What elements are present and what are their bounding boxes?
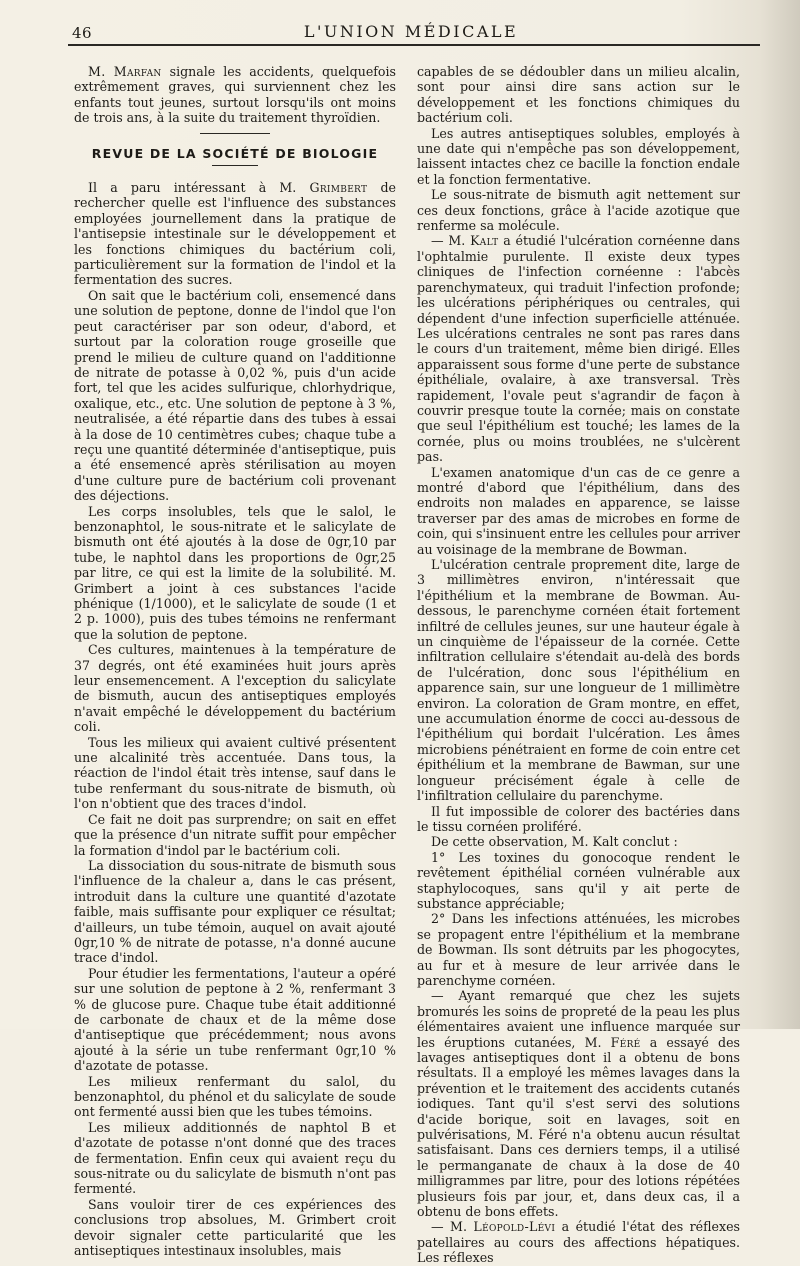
paragraph: De cette observation, M. Kalt conclut : bbox=[431, 834, 678, 850]
paragraph: 2° Dans les infections atténuées, les microbes se propagent entre l'épithélium et la membrane de Bowman. Ils sont détruits par les phogocytes, au fur et à mesure de leur arrivée dans le parenchyme cornéen. bbox=[417, 911, 740, 988]
paragraph: On sait que le bactérium coli, ensemencé dans une solution de peptone, donne de l'indol que l'on peut caractériser par son odeur, d'abord, et surtout par la coloration rouge groseille que prend le milieu de culture quand on l'additionne de nitrate de potasse à 0,02 %, puis d'un acide fort, tel que les acides sulfurique, chlorhydrique, oxalique, etc., etc. Une solution de peptone à 3 %, neutralisée, a été répartie dans des tubes à essai à la dose de 10 centimètres cubes; chaque tube a reçu une quantité déterminée d'antiseptique, puis a été ensemencé après stérilisation au moyen d'une culture pure de bactérium coli provenant des déjections. bbox=[74, 287, 396, 504]
journal-title: L'UNION MÉDICALE bbox=[303, 22, 519, 41]
paragraph-text: — M. bbox=[431, 1219, 474, 1235]
paragraph-text: — Ayant remarqué que chez les sujets bromurés les soins de propreté de la peau les plus élémentaires avaient une influence marquée sur les éruptions cutanées, M. bbox=[417, 988, 740, 1050]
paragraph: Les autres antiseptiques solubles, employés à une date qui n'empêche pas son développement, laissent intactes chez ce bacille la fonction endale et la fonction fermentative. bbox=[417, 125, 740, 187]
author-name: Kalt bbox=[470, 233, 499, 249]
paragraph: L'ulcération centrale proprement dite, large de 3 millimètres environ, n'intéressait que l'épithélium et la membrane de Bowman. Au-dessous, le parenchyme cornéen était fortement infiltré de cellules jeunes, sur une hauteur égale à un cinquième de l'épaisseur de la cornée. Cette infiltration cellulaire s'étendait au-delà des bords de l'ulcération, donc sous l'épithélium en apparence sain, sur une longueur de 1 millimètre environ. La coloration de Gram montre, en effet, une accumulation énorme de cocci au-dessous de l'épithélium qui bordait l'ulcération. Les âmes microbiens pénétraient en forme de coin entre cet épithélium et la membrane de Bawman, sur une longueur précisément égale à celle de l'infiltration cellulaire du parenchyme. bbox=[417, 557, 740, 804]
paragraph-text: a étudié l'ulcération cornéenne dans l'ophtalmie purulente. Il existe deux types cliniques de l'infection cornéenne : l'abcès parenchymateux, qui traduit l'infection profonde; les ulcérations périphériques ou centrales, qui dépendent d'une infection superficielle atténuée. Les ulcérations centrales ne sont pas rares dans le cours d'un traitement, même bien dirigé. Elles apparaissent sous forme d'une perte de substance épithéliale, ovalaire, à axe transversal. Très rapidement, l'ovale peut s'agrandir de façon à couvrir presque toute la cornée; mais on constate que seul l'épithélium est touché; les lames de la cornée, plus ou moins troublées, ne s'ulcèrent pas. bbox=[417, 233, 740, 465]
paragraph-text: — M. bbox=[431, 233, 471, 249]
paragraph: 1° Les toxines du gonocoque rendent le revêtement épithélial cornéen vulnérable aux staphylocoques, sans qu'il y ait perte de substance appréciable; bbox=[417, 849, 740, 911]
separator-rule bbox=[200, 133, 270, 134]
paragraph-grimbert bbox=[74, 180, 396, 288]
paragraph: Sans vouloir tirer de ces expériences des conclusions trop absolues, M. Grimbert croit devoir signaler cette particularité que les antiseptiques intestinaux insolubles, mais bbox=[74, 1196, 396, 1259]
paragraph-kalt bbox=[417, 233, 740, 464]
paragraph: L'examen anatomique d'un cas de ce genre a montré d'abord que l'épithélium, dans des endroits non malades en apparence, se laisse traverser par des amas de microbes en forme de coin, qui s'insinuent entre les cellules pour arriver au voisinage de la membrane de Bowman. bbox=[417, 464, 740, 557]
paragraph-text: a étudié l'état des réflexes patellaires au cours des affections hépatiques. Les réflexes bbox=[417, 1219, 741, 1266]
paragraph: Ce fait ne doit pas surprendre; on sait en effet que la présence d'un nitrate suffit pour empêcher la formation d'indol par le bactérium coli. bbox=[74, 811, 396, 858]
paragraph: Ces cultures, maintenues à la température de 37 degrés, ont été examinées huit jours après leur ensemencement. A l'exception du salicylate de bismuth, aucun des antiseptiques employés n'avait empêché le développement du bactérium coli. bbox=[74, 642, 396, 735]
paragraph-text: signale les accidents, quelquefois extrêmement graves, qui surviennent chez les enfants tout jeunes, surtout lorsqu'ils ont moins de trois ans, à la suite du traitement thyroïdien. bbox=[74, 64, 397, 126]
paragraph-text: Il a paru intéressant à M. bbox=[88, 180, 310, 196]
section-title: REVUE DE LA SOCIÉTÉ DE BIOLOGIE bbox=[91, 145, 379, 161]
paragraph-fere bbox=[417, 988, 740, 1219]
page-number: 46 bbox=[72, 24, 93, 42]
paragraph: Les corps insolubles, tels que le salol, le benzonaphtol, le sous-nitrate et le salicylate de bismuth ont été ajoutés à la dose de 0gr,10 par tube, le naphtol dans les proportions de 0gr,25 par litre, ce qui est la limite de la solubilité. M. Grimbert a joint à ces substances l'acide phénique (1/1000), et le salicylate de soude (1 et 2 p. 1000), puis des tubes témoins ne renfermant que la solution de peptone. bbox=[74, 503, 396, 642]
paragraph: Le sous-nitrate de bismuth agit nettement sur ces deux fonctions, grâce à l'acide azotique que renferme sa molécule. bbox=[417, 187, 740, 234]
running-head bbox=[60, 14, 762, 42]
paragraph: Les milieux additionnés de naphtol B et d'azotate de potasse n'ont donné que des traces de fermentation. Enfin ceux qui avaient reçu du sous-nitrate ou du salicylate de bismuth n'ont pas fermenté. bbox=[74, 1119, 396, 1197]
paragraph: La dissociation du sous-nitrate de bismuth sous l'influence de la chaleur a, dans le cas présent, introduit dans la culture une quantité d'azotate faible, mais suffisante pour expliquer ce résultat; d'ailleurs, un tube témoin, auquel on avait ajouté 0gr,10 % de nitrate de potasse, n'a donné aucune trace d'indol. bbox=[74, 857, 396, 966]
paragraph: Les milieux renfermant du salol, du benzonaphtol, du phénol et du salicylate de soude ont fermenté aussi bien que les tubes témoins. bbox=[74, 1073, 396, 1120]
paragraph-leopold-levi bbox=[417, 1219, 740, 1265]
right-column bbox=[417, 64, 740, 1266]
paragraph-text: a essayé des lavages antiseptiques dont il a obtenu de bons résultats. Il a employé les mêmes lavages dans la prévention et le traitement des accidents cutanés iodiques. Tant qu'il s'est servi des solutions d'acide borique, soit en lavages, soit en pulvérisations, M. Féré n'a obtenu aucun résultat satisfaisant. Dans ces derniers temps, il a utilisé le permanganate de chaux à la dose de 40 milligrammes par litre, pour des lotions répétées plusieurs fois par jour, et, dans deux cas, il a obtenu de bons effets. bbox=[417, 1034, 741, 1220]
paragraph: Il fut impossible de colorer des bactéries dans le tissu cornéen proliféré. bbox=[417, 803, 740, 834]
section-title-rule bbox=[212, 165, 258, 166]
paragraph-text: de rechercher quelle est l'influence des substances employées journellement dans la pratique de l'antisepsie intestinale sur le développement et les fonctions chimiques du bactérium coli, particulièrement sur la formation de l'indol et la fermentation des sucres. bbox=[74, 180, 396, 288]
paragraph: capables de se dédoubler dans un milieu alcalin, sont pour ainsi dire sans action sur le développement et les fonctions chimiques du bactérium coli. bbox=[417, 64, 740, 126]
author-name: M. Marfan bbox=[88, 64, 162, 79]
left-column bbox=[74, 64, 396, 1258]
paragraph-marfan bbox=[74, 64, 396, 126]
paragraph: Pour étudier les fermentations, l'auteur a opéré sur une solution de peptone à 2 %, renfermant 3 % de glucose pure. Chaque tube était additionné de carbonate de chaux et de la même dose d'antiseptique que précédemment; nous avons ajouté à la série un tube renfermant 0gr,10 % d'azotate de potasse. bbox=[74, 965, 396, 1074]
author-name: Grimbert bbox=[309, 180, 368, 196]
author-name: Léopold-Lévi bbox=[473, 1219, 556, 1235]
paragraph: Tous les milieux qui avaient cultivé présentent une alcalinité très accentuée. Dans tous, la réaction de l'indol était très intense, sauf dans le tube renfermant du sous-nitrate de bismuth, où l'on n'obtient que des traces d'indol. bbox=[74, 734, 396, 812]
header-rule bbox=[68, 44, 760, 46]
author-name: Féré bbox=[610, 1034, 641, 1050]
